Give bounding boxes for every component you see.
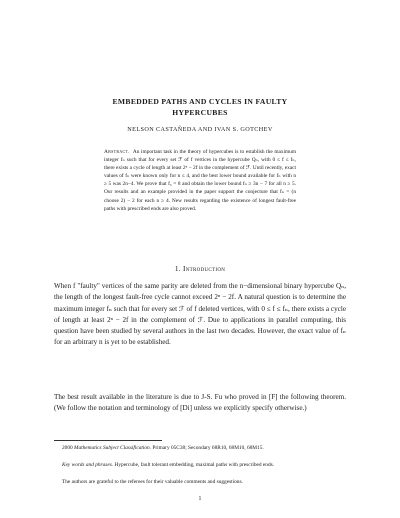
title-line-1: EMBEDDED PATHS AND CYCLES IN FAULTY xyxy=(112,97,288,106)
paper-title xyxy=(60,96,340,118)
intro-paragraph-1: When f "faulty" vertices of the same parity are deleted from the n−dimensional binary hypercube Qₙ, the length of the longest fault-free cycle cannot exceed 2ⁿ − 2f. A natural question is to determine the maximum integer fₙ such that for every set ℱ of f deleted vertices, with 0 ≤ f ≤ fₙ, there exists a cycle of length at least 2ⁿ − 2f in the complement of ℱ. Due to applications in parallel computing, this question have been studied by several authors in the last two decades. However, the exact value of fₙ for an arbitrary n is yet to be established. xyxy=(54,282,346,347)
footnote-msc-text: Primary 05C38; Secondary 68R10, 68M10, 68M15. xyxy=(152,445,264,451)
section-heading xyxy=(60,264,340,273)
footnote-keywords-label: Key words and phrases. xyxy=(62,462,114,468)
authors: NELSON CASTAÑEDA AND IVAN S. GOTCHEV xyxy=(127,126,273,133)
abstract-text: An important task in the theory of hypercubes is to establish the maximum integer fₙ such that for every set ℱ of f vertices in the hypercube Qₙ, with 0 ≤ f ≤ fₙ, there exists a cycle of length at least 2ⁿ − 2f in the complement of ℱ. Until recently, exact values of fₙ were known only for n ≤ 4, and the best lower bound available for fₙ with n ≥ 5 was 2n−4. We prove that f₅ = 8 and obtain the lower bound fₙ ≥ 3n − 7 for all n ≥ 5. Our results and an example provided in the paper support the conjecture that fₙ = (n choose 2) − 2 for each n ≥ 4. New results regarding the existence of longest fault-free paths with prescribed ends are also proved. xyxy=(104,149,296,212)
title-line-2: HYPERCUBES xyxy=(172,108,228,117)
abstract xyxy=(104,148,296,213)
section-title: Introduction xyxy=(183,264,226,273)
intro-paragraph-2: The best result available in the literature is due to J-S. Fu who proved in [F] the following theorem. (We follow the notation and terminology of [Di] unless we explicitly specify otherwise.) xyxy=(54,393,346,413)
footnote-msc-label: Mathematics Subject Classification. xyxy=(74,445,152,451)
abstract-label: Abstract. xyxy=(104,149,130,155)
footnote-acknowledgment: The authors are grateful to the referees for their valuable comments and suggestions. xyxy=(62,479,243,485)
page-number: 1 xyxy=(198,496,202,502)
footnote-msc-year: 2000 xyxy=(62,445,73,451)
footnote-msc xyxy=(54,444,346,452)
section-number: 1. xyxy=(174,264,181,273)
footnote-keywords-text: Hypercube, fault tolerant embedding, maximal paths with prescribed ends. xyxy=(114,462,275,468)
footnote-keywords xyxy=(54,461,346,469)
footnote-rule xyxy=(54,440,162,441)
